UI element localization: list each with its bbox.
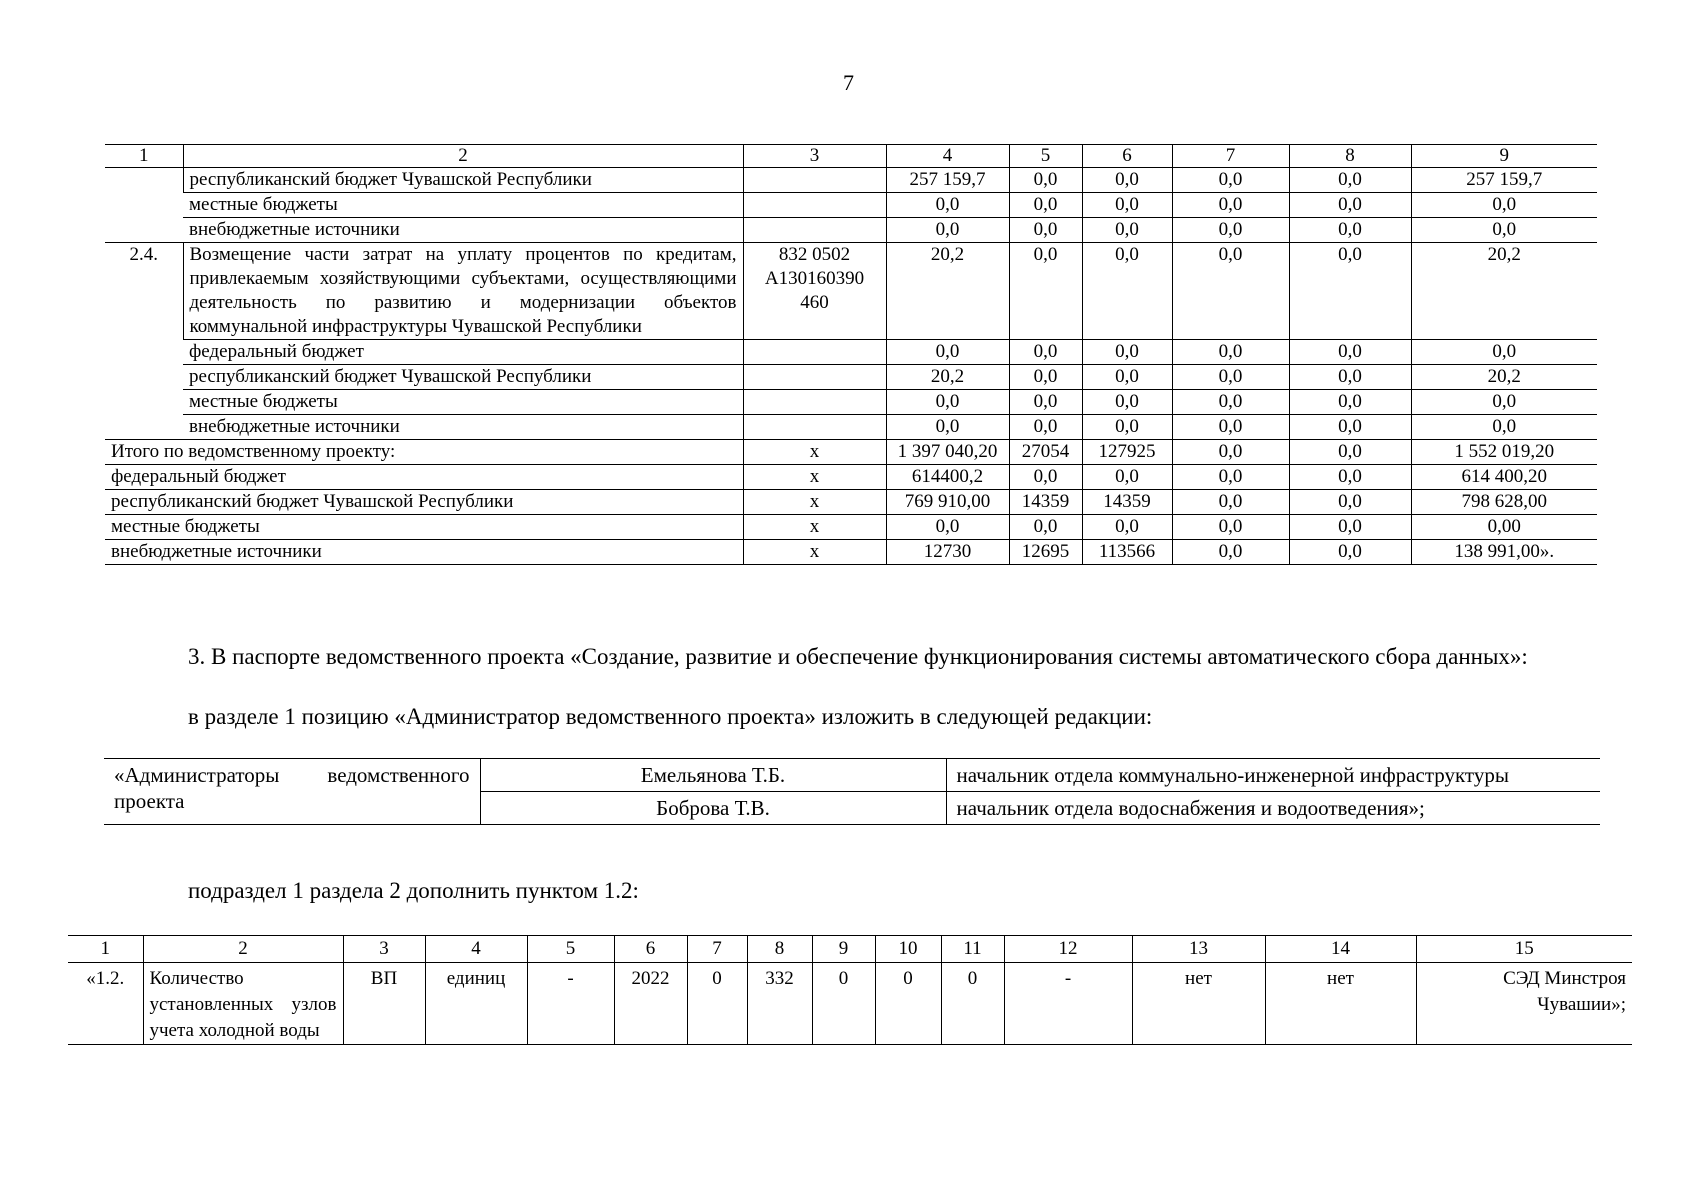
header-cell: 12 [1004,936,1132,963]
code-line: 832 0502 [778,244,851,265]
value-cell: 0,0 [1172,365,1289,390]
header-cell: 4 [425,936,527,963]
row-name: республиканский бюджет Чувашской Республики [183,168,743,193]
row-name: Возмещение части затрат на уплату процентов по кредитам, привлекаемым хозяйствующими субъектами, осуществляющими деятельность по развитию и модернизации объектов коммунальной инфраструктуры Чувашской Республики [183,243,743,340]
admin-person-name: Емельянова Т.Б. [480,759,946,792]
table-row [105,390,1597,415]
value-cell: 0,0 [1009,193,1082,218]
value-cell: 113566 [1082,540,1172,565]
value-cell: 0,0 [1009,168,1082,193]
row-name: местные бюджеты [183,390,743,415]
header-cell: 7 [1172,145,1289,168]
total-code: х [743,465,886,490]
value-cell: 0,0 [1172,465,1289,490]
value-cell: 0,0 [1411,415,1597,440]
value-cell: 798 628,00 [1411,490,1597,515]
header-cell: 3 [743,145,886,168]
value-cell: 0,0 [886,340,1009,365]
paragraph-passport-amendment: 3. В паспорте ведомственного проекта «Создание, развитие и обеспечение функционирования системы автоматического сбора данных»: [188,644,1528,669]
value-cell: 0,0 [1009,415,1082,440]
admin-person-position: начальник отдела водоснабжения и водоотведения»; [946,792,1600,825]
value-cell: 20,2 [1411,365,1597,390]
row-name: внебюджетные источники [183,415,743,440]
value-cell: 0,0 [886,515,1009,540]
header-cell: 8 [747,936,812,963]
value-cell: 0,0 [886,415,1009,440]
row-code [743,193,886,218]
table-row [105,168,1597,193]
value-cell: 0,0 [1009,218,1082,243]
value-cell: 0,0 [1411,390,1597,415]
value-cell: 0,0 [1172,440,1289,465]
value-cell: 0,0 [1289,440,1411,465]
header-cell: 13 [1132,936,1265,963]
header-cell: 6 [1082,145,1172,168]
value-cell: 0,0 [886,193,1009,218]
value-cell: 0,0 [886,218,1009,243]
header-cell: 6 [614,936,687,963]
value-cell: 20,2 [1411,243,1597,340]
value-cell: 0,0 [1172,243,1289,340]
row-code [743,218,886,243]
value-cell: 0,0 [1082,168,1172,193]
value-cell: 12730 [886,540,1009,565]
header-row [105,145,1597,168]
value-cell: 0,0 [1009,465,1082,490]
value-cell: 0,0 [1289,415,1411,440]
paragraph-section-1: в разделе 1 позицию «Администратор ведомственного проекта» изложить в следующей редакции: [188,704,1153,729]
row-name: федеральный бюджет [183,340,743,365]
value-cell: 0,0 [1009,515,1082,540]
value-cell: 0,0 [1009,243,1082,340]
total-code: х [743,515,886,540]
row-number [105,168,183,243]
value-cell: 0,0 [1172,193,1289,218]
table-row [105,365,1597,390]
value-cell: 0,0 [1172,515,1289,540]
value-cell: 0,0 [1289,243,1411,340]
value-cell: 0,0 [1082,415,1172,440]
total-name: Итого по ведомственному проекту: [105,440,743,465]
indicator-cell: 0 [812,963,875,1045]
indicator-cell: - [527,963,614,1045]
indicator-cell: 0 [687,963,747,1045]
value-cell: 0,0 [1082,515,1172,540]
value-cell: 0,0 [1289,340,1411,365]
header-cell: 5 [1009,145,1082,168]
admin-person-position: начальник отдела коммунально-инженерной инфраструктуры [946,759,1600,792]
value-cell: 0,0 [1009,365,1082,390]
row-code [743,390,886,415]
value-cell: 0,0 [1082,465,1172,490]
indicator-cell: Количество установленных узлов учета холодной воды [143,963,343,1045]
value-cell: 0,0 [1289,168,1411,193]
value-cell: 0,0 [1411,193,1597,218]
header-row [68,936,1632,963]
header-cell: 10 [875,936,941,963]
row-name: республиканский бюджет Чувашской Республики [183,365,743,390]
code-line: 460 [800,292,829,313]
header-cell: 8 [1289,145,1411,168]
value-cell: 0,0 [1411,340,1597,365]
header-cell: 7 [687,936,747,963]
value-cell: 0,0 [1289,193,1411,218]
paragraph-subsection: подраздел 1 раздела 2 дополнить пунктом 1.2: [188,878,639,903]
header-cell: 2 [143,936,343,963]
page-number: 7 [843,70,854,95]
table-row [105,218,1597,243]
indicator-cell: - [1004,963,1132,1045]
row-name: внебюджетные источники [183,218,743,243]
admin-person-name: Боброва Т.В. [480,792,946,825]
value-cell: 257 159,7 [1411,168,1597,193]
value-cell: 0,0 [1289,490,1411,515]
value-cell: 27054 [1009,440,1082,465]
row-name: местные бюджеты [183,193,743,218]
value-cell: 0,00 [1411,515,1597,540]
total-name: федеральный бюджет [105,465,743,490]
value-cell: 1 552 019,20 [1411,440,1597,465]
indicator-cell: единиц [425,963,527,1045]
value-cell: 12695 [1009,540,1082,565]
header-cell: 3 [343,936,425,963]
total-row [105,515,1597,540]
value-cell: 614 400,20 [1411,465,1597,490]
value-cell: 614400,2 [886,465,1009,490]
row-code [743,340,886,365]
indicator-table [68,935,1632,1045]
value-cell: 0,0 [1289,218,1411,243]
indicator-cell: 0 [941,963,1004,1045]
table-row [68,963,1632,1045]
admin-row [104,759,1600,792]
value-cell: 0,0 [1289,390,1411,415]
total-name: местные бюджеты [105,515,743,540]
header-cell: 2 [183,145,743,168]
value-cell: 0,0 [1082,365,1172,390]
row-code [743,415,886,440]
table-row [105,340,1597,365]
header-cell: 15 [1416,936,1632,963]
total-code: х [743,490,886,515]
value-cell: 14359 [1082,490,1172,515]
total-row [105,465,1597,490]
indicator-cell: 2022 [614,963,687,1045]
indicator-cell: ВП [343,963,425,1045]
value-cell: 0,0 [1009,390,1082,415]
finance-table [105,144,1597,565]
indicator-cell: СЭД Минстроя Чувашии»; [1416,963,1632,1045]
table-row [105,243,1597,340]
value-cell: 14359 [1009,490,1082,515]
total-row [105,540,1597,565]
row-code [743,168,886,193]
header-cell: 9 [1411,145,1597,168]
value-cell: 0,0 [1082,243,1172,340]
value-cell: 20,2 [886,243,1009,340]
total-code: х [743,440,886,465]
value-cell: 1 397 040,20 [886,440,1009,465]
admin-label: «Администраторы ведомственного проекта [104,759,480,825]
indicator-cell: нет [1132,963,1265,1045]
total-name: внебюджетные источники [105,540,743,565]
value-cell: 0,0 [1082,193,1172,218]
value-cell: 0,0 [1289,515,1411,540]
header-cell: 14 [1265,936,1416,963]
value-cell: 0,0 [886,390,1009,415]
indicator-cell: нет [1265,963,1416,1045]
value-cell: 20,2 [886,365,1009,390]
value-cell: 0,0 [1082,218,1172,243]
table-row [105,193,1597,218]
value-cell: 257 159,7 [886,168,1009,193]
header-cell: 11 [941,936,1004,963]
value-cell: 0,0 [1172,415,1289,440]
value-cell: 0,0 [1289,540,1411,565]
value-cell: 0,0 [1172,168,1289,193]
value-cell: 0,0 [1411,218,1597,243]
total-name: республиканский бюджет Чувашской Республики [105,490,743,515]
value-cell: 769 910,00 [886,490,1009,515]
header-cell: 4 [886,145,1009,168]
value-cell: 0,0 [1172,218,1289,243]
row-code [743,365,886,390]
value-cell: 0,0 [1172,490,1289,515]
value-cell: 0,0 [1082,390,1172,415]
value-cell: 127925 [1082,440,1172,465]
indicator-cell: «1.2. [68,963,143,1045]
administrators-table [104,758,1600,825]
header-cell: 5 [527,936,614,963]
total-row [105,490,1597,515]
value-cell: 138 991,00». [1411,540,1597,565]
header-cell: 1 [105,145,183,168]
code-line: А130160390 [764,268,865,289]
row-code [743,243,886,340]
indicator-cell: 332 [747,963,812,1045]
indicator-cell: 0 [875,963,941,1045]
value-cell: 0,0 [1172,340,1289,365]
value-cell: 0,0 [1289,365,1411,390]
header-cell: 1 [68,936,143,963]
header-cell: 9 [812,936,875,963]
value-cell: 0,0 [1082,340,1172,365]
total-row [105,440,1597,465]
value-cell: 0,0 [1172,540,1289,565]
table-row [105,415,1597,440]
value-cell: 0,0 [1172,390,1289,415]
row-number: 2.4. [105,243,183,440]
total-code: х [743,540,886,565]
value-cell: 0,0 [1289,465,1411,490]
value-cell: 0,0 [1009,340,1082,365]
